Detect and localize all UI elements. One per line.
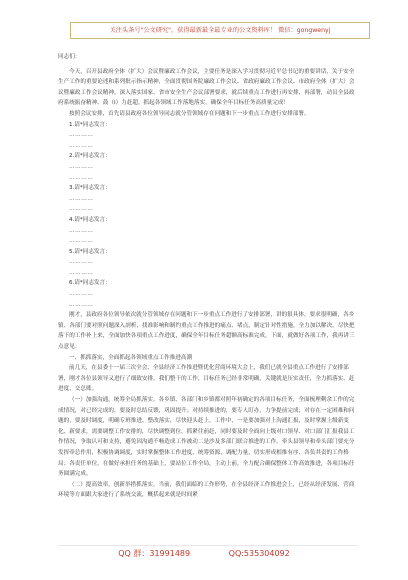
speaker-item: 6.请*同志发言： [69, 280, 111, 287]
ellipsis-line: ………… [69, 291, 94, 298]
speaker-list [58, 120, 358, 311]
ellipsis-line: ………… [69, 238, 94, 245]
ellipsis-line: ………… [69, 227, 94, 234]
footer-divider [58, 545, 358, 546]
section-heading: 一、抓抓落实，全面抓起各领域重点工作推进高潮 [69, 354, 193, 361]
promo-banner: 关注头条号"公文研究"，获得最新最全最专业的公文资料库！ 微信：gongwenyj [70, 22, 370, 39]
speaker-item: 5.请*同志发言： [69, 248, 111, 255]
section-paragraph: （二）提高效率，创新举措抓落实。当前，我们面临的工作形势，在全县经济工作推进会上，已经从经济发展、营商环境等方面跟大家进行了系统交流，概括起来就是时间紧 [58, 481, 355, 499]
ellipsis-line: ………… [69, 301, 94, 308]
ellipsis-line: ………… [69, 174, 94, 181]
ellipsis-line: ………… [69, 132, 94, 139]
summary-paragraph: 刚才，县政府各位领导依次就分管领域存在问题和下一步重点工作进行了安排部署，讲的很具体，要求很明确，各乡镇、各部门要对照问题深入剖析，找准影响和制约重点工作推进的痛点、堵点，制定针对性措施，全力加以解决，尽快把落下的工作补上来，全面加快各项重点工作进度，确保全年目标任务超额高标准完成。下面，就做好各项工作，我再讲三点意见： [58, 312, 355, 351]
ellipsis-line: ………… [69, 195, 94, 202]
speaker-item: 1.请*同志发言： [69, 121, 111, 128]
speaker-item: 3.请*同志发言： [69, 185, 111, 192]
qq-number: QQ:535304092 [228, 549, 290, 558]
speaker-item: 4.请*同志发言： [69, 216, 111, 223]
document-body [58, 52, 358, 501]
ellipsis-line: ………… [69, 259, 94, 266]
section-paragraph: （一）加强沟通，统筹全局抓落实。各乡镇、各部门和乡镇都对照年初确定的各项目标任务，全面梳理剩余工作的完成情况，对已经完成的，要及时总结反馈，巩固提升；对持续推进的，要专人盯办，力争提前完成；对存在一定困难和问题的，要及时调度，明确专班推进、整改落实，尽快迎头赶上。工作中，一是要加强对上沟通汇报，及时掌握上级新变化、新要求，需要调整工作安排的，尽快调整到位，抓紧往前赶，同时要及时全面向上级对口领导、对口部门汇报我县工作情况，争取认可和支持，避免因沟通不畅造成工作被动二是沙及多部门联合推进的工作，牵头县领导和牵头部门要充分发挥牵总作用，积极协调调度，实时掌握整体工作进度，统筹资源，调配力量，切实形成相推有序、各负其责的工作格局；各责任单位，在做好承担任务的基础上，要站位工作全局，主动上前，全力配合确保整体工作高效推进，各项目标任务圆满完成。 [58, 397, 355, 478]
speaker-item: 2.请*同志发言： [69, 153, 111, 160]
intro-paragraph: 今天，召开县政府全体（扩大）会议暨廉政工作会议，主要任务是深入学习贯彻习近平总书记的重要讲话，关于安全生产工作的重要论述和系列批示指示精神，全面贯彻国务院廉政工作会议、省政府廉政工作会议、市政府全体（扩大）会议暨廉政工作会议精神，深入落实国家、省市安全生产会议部署要求，就后续重点工作进行再安排、再部署，动员全县政府系统振奋精神、鼓（I）力赶超，抓起各领域工作落地落实，确保全年目标任务高质量完成！ [58, 68, 355, 107]
ellipsis-line: ………… [69, 206, 94, 213]
order-paragraph: 按照会议安排，首先请县政府各位领导同志就分管领域存在问题和下一步重点工作进行安排部署。 [69, 110, 310, 117]
ellipsis-line: ………… [69, 163, 94, 170]
contact-footer [0, 548, 408, 559]
section-paragraph: 前几天，在县委十一届三次全会、全县经济工作推进暨优化营商环境大会上，我们已就全县重点工作进行了安排部署，刚才各位县领导又进行了细致安排。我们整干的工作，目标任务已经非常明确，关键就是压实责任，全力抓落实、赶进度、交总账。 [58, 365, 355, 393]
salutation: 同志们： [58, 54, 81, 60]
ellipsis-line: ………… [69, 269, 94, 276]
ellipsis-line: ………… [69, 142, 94, 149]
qq-group: QQ 群：31991489 [118, 549, 191, 558]
